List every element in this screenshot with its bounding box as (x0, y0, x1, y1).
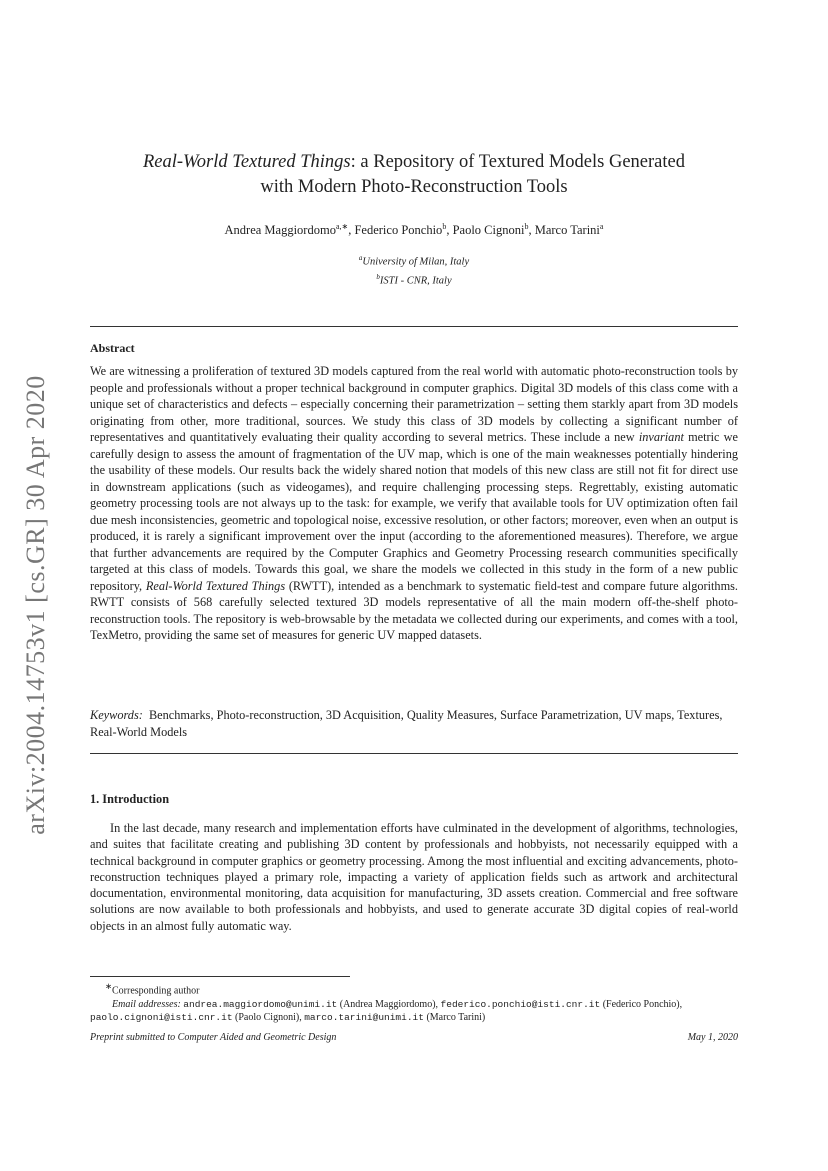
email-link[interactable]: marco.tarini@unimi.it (304, 1012, 424, 1024)
paper-title (90, 150, 738, 200)
footnotes (90, 980, 738, 1025)
footnote-rule (90, 976, 350, 977)
affiliation: $^a$University of Milan, Italy (358, 254, 470, 268)
author-name: Paolo Cignoni (452, 223, 525, 238)
footer-date: May 1, 2020 (687, 1032, 738, 1043)
title-italic: Real-World Textured Things (143, 152, 351, 172)
affiliations (90, 251, 738, 288)
author-mark: a,∗ (335, 222, 349, 231)
bottom-divider (90, 753, 738, 754)
author-mark: b (524, 222, 529, 231)
abstract-text: We are witnessing a proliferation of textured 3D models captured from the real world with automatic photo-reconstruction tools by people and professionals without a proper technical background in computer graphics. Digital 3D models of this class come with a unique set of characteristics and defects – especially concerning their parametrization – setting them starkly apart from 3D models originating from other, more traditional, sources. We study this class of 3D models by collecting a significant number of representatives and quantitatively evaluating their quality according to several metrics. These include a new invariant metric we carefully design to assess the amount of fragmentation of the UV map, which is one of the main weaknesses potentially hindering the usability of these models. Our results back the widely shared notion that models of this new class are still not fit for direct use in downstream applications (such as videogames), and require challenging processing steps. Regrettably, existing automatic geometry processing tools are not always up to the task: for example, we verify that available tools for UV optimization often fail due mesh inconsistencies, geometric and topological noise, excessive resolution, or other factors; moreover, even when an output is produced, it is rarely a significant improvement over the input (according to the aforementioned measures). Therefore, we argue that further advancements are required by the Computer Graphics and Geometry Processing research communities specifically targeted at this class of models. Towards this goal, we share the models we collected in this study in the form of a new public repository, Real-World Textured Things (RWTT), intended as a benchmark to systematic field-test and compare future algorithms. RWTT consists of 568 carefully selected textured 3D models representative of all the main modern off-the-shelf photo-reconstruction tools. The repository is web-browsable by the metadata we collected during our experiments, and comes with a tool, TexMetro, providing the same set of measures for generic UV mapped datasets. (90, 364, 738, 642)
keywords-label: Keywords: (90, 708, 143, 722)
email-addresses: Email addresses: andrea.maggiordomo@unimi.it (Andrea Maggiordomo), federico.ponchio@isti.cnr.it (Federico Ponchio), paolo.cignoni@isti.cnr.it (Paolo Cignoni), marco.tarini@unimi.it (Marco Tarini) (90, 998, 683, 1024)
section-heading: 1. Introduction (90, 792, 170, 806)
arxiv-identifier: arXiv:2004.14753v1 [cs.GR] 30 Apr 2020 (21, 375, 50, 835)
keywords (90, 707, 738, 740)
abstract-heading: Abstract (90, 341, 135, 355)
author-name: Andrea Maggiordomo (224, 223, 336, 238)
top-divider (90, 326, 738, 327)
keywords-text: Benchmarks, Photo-reconstruction, 3D Acquisition, Quality Measures, Surface Parametrization, UV maps, Textures, Real-World Models (90, 708, 723, 739)
title-line2: with Modern Photo-Reconstruction Tools (260, 177, 568, 197)
author-name: Marco Tarini (534, 223, 600, 238)
corresponding-author-note: ∗Corresponding author (105, 982, 200, 997)
email-link[interactable]: andrea.maggiordomo@unimi.it (183, 998, 338, 1010)
author-mark: b (442, 222, 447, 231)
title-rest: : a Repository of Textured Models Generated (350, 152, 685, 172)
author-mark: a (599, 222, 604, 231)
intro-paragraph: In the last decade, many research and implementation efforts have culminated in the development of algorithms, technologies, and suites that facilitate creating and publishing 3D content by professionals and hobbyists, not necessarily equipped with a technical background in computer graphics or geometry processing. Among the most influential and exciting advancements, photo-reconstruction techniques played a primary role, impacting a variety of application fields such as artwork and architectural documentation, environmental monitoring, data acquisition for manufacturing, 3D assets creation. Commercial and free software solutions are now available to both professionals and hobbyists, and used to generate accurate 3D digital copies of real-world objects in an almost fully automatic way. (90, 821, 738, 933)
author-name: Federico Ponchio (354, 223, 443, 238)
footer-preprint: Preprint submitted to Computer Aided and Geometric Design (90, 1032, 337, 1043)
arxiv-sidebar (16, 360, 56, 850)
author-list: Andrea Maggiordomo$^{a,∗}$, Federico Ponchio$^b$, Paolo Cignoni$^b$, Marco Tarini$^a$ (224, 222, 604, 238)
email-link[interactable]: federico.ponchio@isti.cnr.it (440, 998, 601, 1010)
email-link[interactable]: paolo.cignoni@isti.cnr.it (90, 1012, 233, 1024)
affiliation: $^b$ISTI - CNR, Italy (376, 272, 452, 286)
